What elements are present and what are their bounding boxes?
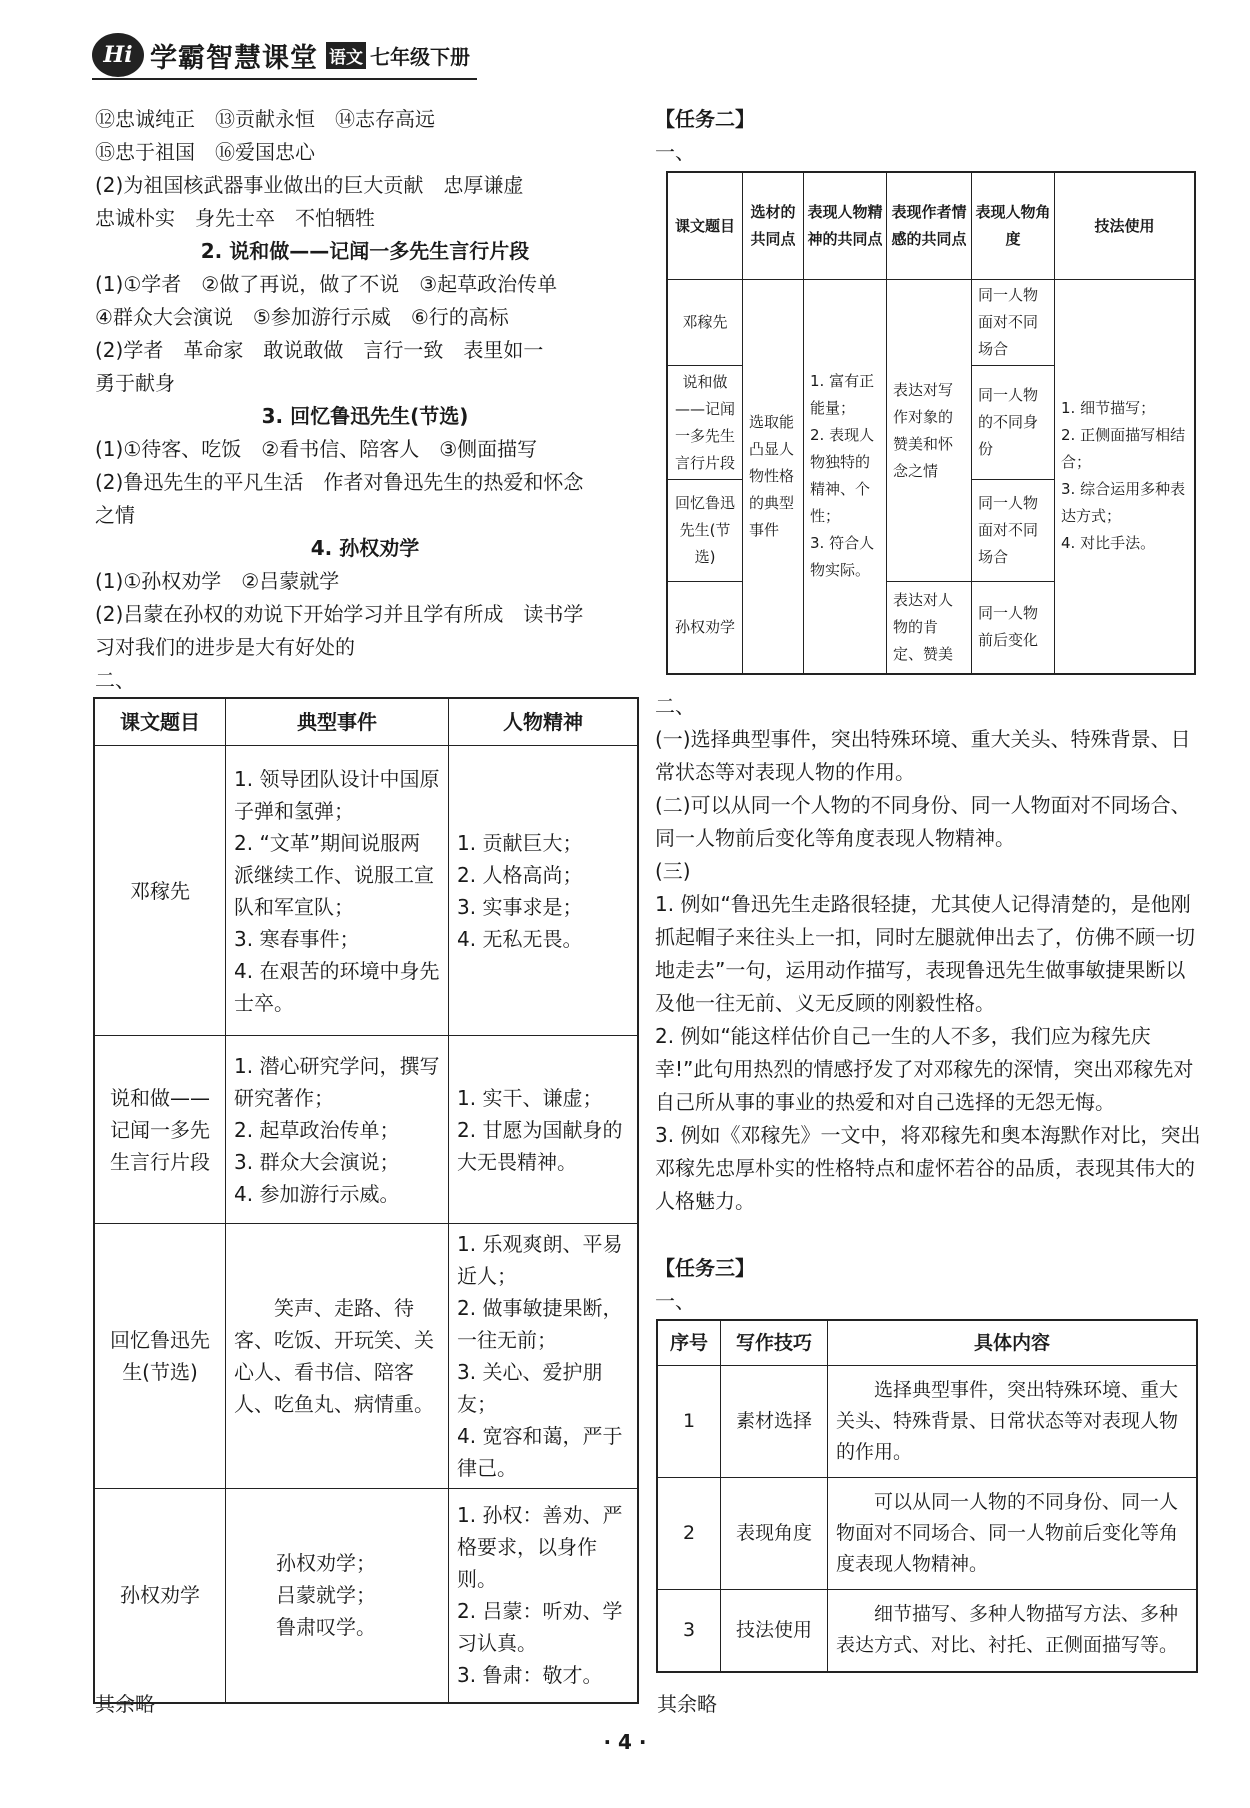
table-header: 技法使用: [1055, 172, 1196, 280]
row-title: 说和做——记闻一多先生言行片段: [667, 366, 743, 480]
row-title: 回忆鲁迅先生(节选): [667, 480, 743, 582]
section-number: 一、: [655, 140, 695, 164]
table-header: 表现人物精神的共同点: [804, 172, 887, 280]
table-header: 课文题目: [94, 698, 226, 746]
row-content: 细节描写、多种人物描写方法、多种表达方式、对比、衬托、正侧面描写等。: [828, 1590, 1198, 1672]
text-line: (1)①学者 ②做了再说，做了不说 ③起草政治传单: [95, 272, 558, 296]
omitted-note: 其余略: [657, 1692, 717, 1716]
row-title: 孙权劝学: [94, 1489, 226, 1703]
section-number: 二、: [95, 668, 135, 692]
row-spirit: 1. 乐观爽朗、平易近人； 2. 做事敏捷果断，一往无前； 3. 关心、爱护朋友； 4. 宽容和蔼，严于律己。: [449, 1224, 639, 1489]
row-content: 可以从同一人物的不同身份、同一人物面对不同场合、同一人物前后变化等角度表现人物精神。: [828, 1478, 1198, 1590]
text-line: 之情: [95, 503, 135, 527]
emotion-cell: 表达对人物的肯定、赞美: [887, 582, 972, 674]
task-heading: 【任务三】: [655, 1256, 755, 1280]
angle-cell: 同一人物前后变化: [972, 582, 1055, 674]
left-column: [95, 103, 635, 697]
page-header: [92, 30, 470, 80]
paragraph: 2. 例如“能这样估价自己一生的人不多，我们应为稼先庆幸!”此句用热烈的情感抒发了对邓稼先的深情，突出邓稼先对自己所从事的事业的热爱和对自己选择的无怨无悔。: [655, 1024, 1194, 1114]
paragraph: 3. 例如《邓稼先》一文中，将邓稼先和奥本海默作对比，突出邓稼先忠厚朴实的性格特点和虚怀若谷的品质，表现其伟大的人格魅力。: [655, 1123, 1201, 1213]
angle-cell: 同一人物面对不同场合: [972, 280, 1055, 366]
table-row: [667, 280, 1195, 366]
task2-heading-block: [655, 103, 1205, 169]
table-row: [657, 1478, 1197, 1590]
table-header: 典型事件: [226, 698, 449, 746]
text-line: ⑮忠于祖国 ⑯爱国忠心: [95, 140, 315, 164]
spirit-cell: 1. 富有正能量； 2. 表现人物独特的精神、个性； 3. 符合人物实际。: [804, 280, 887, 674]
text-line: 忠诚朴实 身先士卒 不怕牺牲: [95, 206, 375, 230]
text-line: ④群众大会演说 ⑤参加游行示威 ⑥行的高标: [95, 305, 509, 329]
paragraph: (三): [655, 859, 691, 883]
grade-label: 七年级下册: [370, 44, 470, 69]
table-header: 写作技巧: [721, 1320, 828, 1366]
task-heading: 【任务二】: [655, 107, 755, 131]
table-header: 课文题目: [667, 172, 743, 280]
row-number: 3: [657, 1590, 721, 1672]
text-line: ⑫忠诚纯正 ⑬贡献永恒 ⑭志存高远: [95, 107, 435, 131]
row-events: 1. 领导团队设计中国原子弹和氢弹； 2. “文革”期间说服两派继续工作、说服工宣队和军宣队； 3. 寒春事件； 4. 在艰苦的环境中身先士卒。: [226, 746, 449, 1036]
text-line: (1)①待客、吃饭 ②看书信、陪客人 ③侧面描写: [95, 437, 538, 461]
row-events: 1. 潜心研究学问，撰写研究著作； 2. 起草政治传单； 3. 群众大会演说； 4. 参加游行示威。: [226, 1036, 449, 1224]
row-title: 邓稼先: [94, 746, 226, 1036]
angle-cell: 同一人物的不同身份: [972, 366, 1055, 480]
row-skill: 表现角度: [721, 1478, 828, 1590]
table-header: 序号: [657, 1320, 721, 1366]
row-events: 孙权劝学； 吕蒙就学； 鲁肃叹学。: [226, 1489, 449, 1703]
skills-cell: 1. 细节描写； 2. 正侧面描写相结合； 3. 综合运用多种表达方式； 4. 对比手法。: [1055, 280, 1196, 674]
brand-logo: Hi: [92, 33, 144, 77]
row-number: 2: [657, 1478, 721, 1590]
table-row: [94, 1036, 638, 1224]
text-line: (1)①孙权劝学 ②吕蒙就学: [95, 569, 340, 593]
table-row: [94, 1489, 638, 1703]
section-heading: 2. 说和做——记闻一多先生言行片段: [200, 239, 530, 263]
row-title: 说和做——记闻一多先生言行片段: [94, 1036, 226, 1224]
header-rule: [92, 78, 477, 80]
table-header: 表现作者情感的共同点: [887, 172, 972, 280]
row-spirit: 1. 贡献巨大； 2. 人格高尚； 3. 实事求是； 4. 无私无畏。: [449, 746, 639, 1036]
table-header: 选材的共同点: [743, 172, 804, 280]
row-title: 回忆鲁迅先生(节选): [94, 1224, 226, 1489]
angle-cell: 同一人物面对不同场合: [972, 480, 1055, 582]
section-heading: 4. 孙权劝学: [310, 536, 420, 560]
task3-heading-block: [655, 1252, 1205, 1318]
text-line: (2)鲁迅先生的平凡生活 作者对鲁迅先生的热爱和怀念: [95, 470, 584, 494]
section-number: 一、: [655, 1289, 695, 1313]
writing-comparison-table: [666, 171, 1196, 675]
row-spirit: 1. 孙权：善劝、严格要求，以身作则。 2. 吕蒙：听劝、学习认真。 3. 鲁肃：敬才。: [449, 1489, 639, 1703]
text-line: (2)吕蒙在孙权的劝说下开始学习并且学有所成 读书学: [95, 602, 584, 626]
row-skill: 素材选择: [721, 1366, 828, 1478]
table-header: 表现人物角度: [972, 172, 1055, 280]
table-row: [657, 1590, 1197, 1672]
omitted-note: 其余略: [95, 1692, 155, 1716]
text-line: (2)学者 革命家 敢说敢做 言行一致 表里如一: [95, 338, 544, 362]
table-header: 人物精神: [449, 698, 639, 746]
paragraph: (一)选择典型事件，突出特殊环境、重大关头、特殊背景、日常状态等对表现人物的作用。: [655, 727, 1191, 784]
subject-badge: 语文: [326, 42, 366, 69]
material-cell: 选取能凸显人物性格的典型事件: [743, 280, 804, 674]
paragraph: (二)可以从同一个人物的不同身份、同一人物面对不同场合、同一人物前后变化等角度表现人物精神。: [655, 793, 1191, 850]
row-spirit: 1. 实干、谦虚； 2. 甘愿为国献身的大无畏精神。: [449, 1036, 639, 1224]
table-row: [657, 1366, 1197, 1478]
row-title: 孙权劝学: [667, 582, 743, 674]
section-heading: 3. 回忆鲁迅先生(节选): [261, 404, 469, 428]
table-row: [94, 1224, 638, 1489]
row-skill: 技法使用: [721, 1590, 828, 1672]
table-header: 具体内容: [828, 1320, 1198, 1366]
character-events-table: [93, 697, 639, 1704]
text-line: 勇于献身: [95, 371, 175, 395]
row-events: 笑声、走路、待客、吃饭、开玩笑、关心人、看书信、陪客人、吃鱼丸、病情重。: [226, 1224, 449, 1489]
row-content: 选择典型事件，突出特殊环境、重大关头、特殊背景、日常状态等对表现人物的作用。: [828, 1366, 1198, 1478]
page-number: · 4 ·: [603, 1730, 647, 1754]
text-line: 习对我们的进步是大有好处的: [95, 635, 355, 659]
task2-text-block: [655, 690, 1205, 1218]
table-row: [94, 746, 638, 1036]
brand-name: 学霸智慧课堂: [150, 42, 318, 74]
text-line: (2)为祖国核武器事业做出的巨大贡献 忠厚谦虚: [95, 173, 524, 197]
section-number: 二、: [655, 694, 695, 718]
paragraph: 1. 例如“鲁迅先生走路很轻捷，尤其使人记得清楚的，是他刚抓起帽子来往头上一扣，同时左腿就伸出去了，仿佛不顾一切地走去”一句，运用动作描写，表现鲁迅先生做事敏捷果断以及他一往无前、义无反顾的刚毅性格。: [655, 892, 1195, 1015]
row-number: 1: [657, 1366, 721, 1478]
emotion-cell: 表达对写作对象的赞美和怀念之情: [887, 280, 972, 582]
writing-skills-table: [656, 1319, 1198, 1673]
row-title: 邓稼先: [667, 280, 743, 366]
